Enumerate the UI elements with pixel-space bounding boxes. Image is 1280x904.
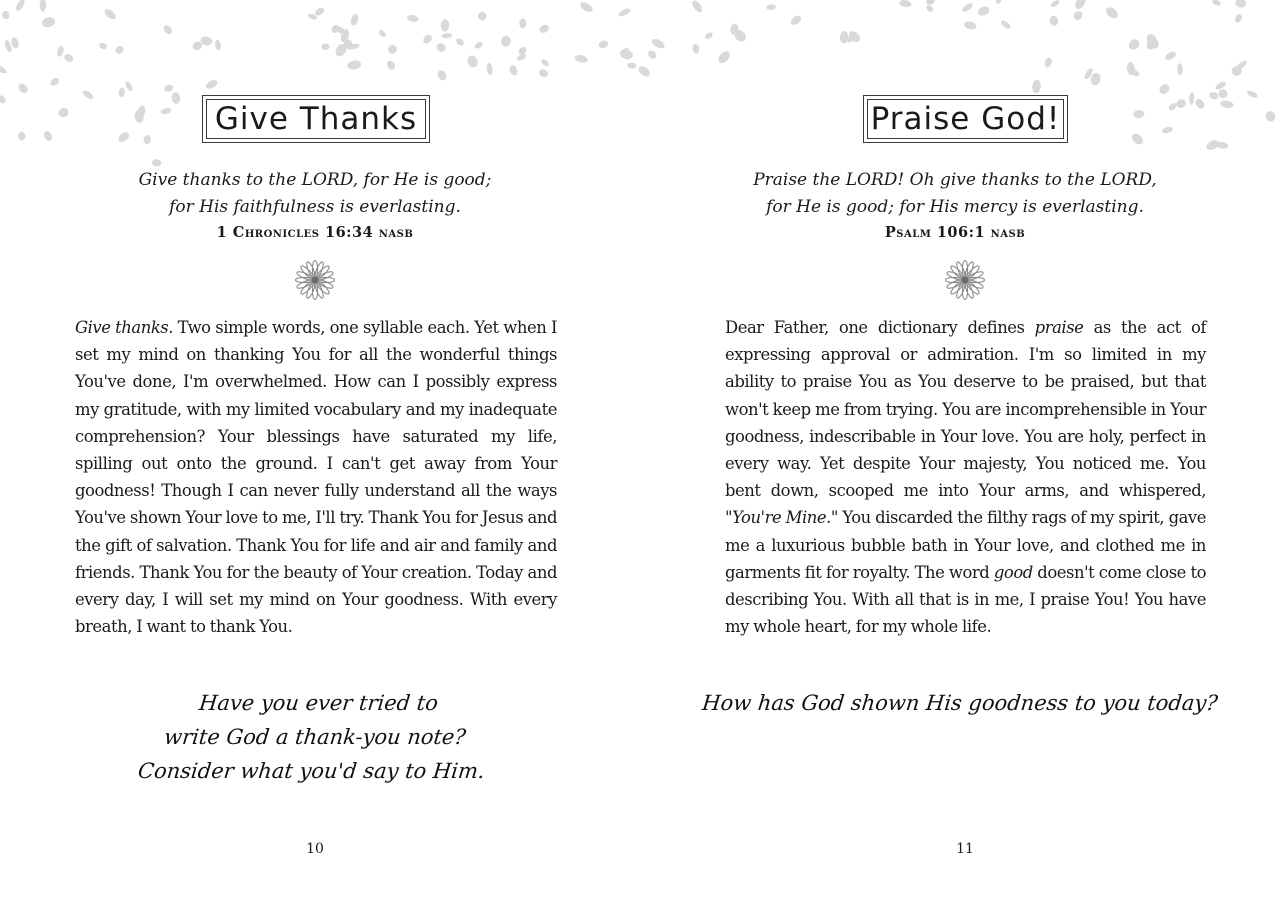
- body-emphasis: good: [993, 562, 1033, 582]
- prompt-line: write God a thank-you note?: [163, 725, 467, 749]
- prompt-line: Consider what you'd say to Him.: [136, 759, 486, 783]
- body-text: You discarded the filthy rags of my spirit, gave me a luxurious bubble bath in Your love, and clothed me in garments fit for royalty. The word: [725, 508, 1206, 582]
- scripture-reference: Psalm 106:1 nasb: [884, 224, 1026, 241]
- body-emphasis: praise: [1034, 318, 1084, 337]
- verse-line: for His faithfulness is everlasting.: [169, 197, 461, 217]
- body-emphasis: "You're Mine.": [725, 508, 838, 528]
- verse-line: Praise the LORD! Oh give thanks to the LORD,: [753, 170, 1157, 190]
- title-text: Praise God!: [870, 101, 1061, 137]
- prompt-line: Have you ever tried to: [197, 691, 440, 715]
- body-text: as the act of expressing approval or admiration. I'm so limited in my ability to praise You as You deserve to be praised, but that won't keep me from trying. You are incomprehensible in Your goodness, indescribable in Your love. You are holy, perfect in every way. Yet despite Your majesty, You noticed me. You bent down, scooped me into Your arms, and whispered,: [725, 318, 1206, 501]
- reflection-prompt: [85, 686, 546, 788]
- body-text: Dear Father, one dictionary defines: [725, 318, 1035, 337]
- daisy-flower-icon: [294, 259, 336, 301]
- page-number: 11: [956, 841, 974, 857]
- page-title: [863, 95, 1068, 143]
- verse-line: for He is good; for His mercy is everlasting.: [766, 197, 1144, 217]
- prompt-line: How has God shown His goodness to you today?: [701, 691, 1219, 715]
- scripture-verse: [90, 167, 540, 221]
- page-number: 10: [306, 841, 324, 857]
- body-emphasis: Give thanks.: [75, 318, 174, 337]
- title-text: Give Thanks: [214, 101, 418, 137]
- page-title: [202, 95, 430, 143]
- body-text: Two simple words, one syllable each. Yet when I set my mind on thanking You for all the wonderful things You've done, I'm overwhelmed. How can I possibly express my gratitude, with my limited vocabulary and my inadequate comprehension? Your blessings have saturated my life, spilling out onto the ground. I can't get away from Your goodness! Though I can never fully understand all the ways You've shown Your love to me, I'll try. Thank You for Jesus and the gift of salvation. Thank You for life and air and family and friends. Thank You for the beauty of Your creation. Today and every day, I will set my mind on Your goodness. With every breath, I want to thank You.: [75, 318, 557, 637]
- scripture-verse: [730, 167, 1180, 221]
- verse-line: Give thanks to the LORD, for He is good;: [138, 170, 492, 190]
- daisy-flower-icon: [944, 259, 986, 301]
- devotional-body: [75, 314, 557, 640]
- body-text: doesn't come close to describing You. With all that is in me, I praise You! You have my whole heart, for my whole life.: [725, 562, 1206, 637]
- right-page: [640, 0, 1280, 904]
- scripture-reference: 1 Chronicles 16:34 nasb: [216, 224, 414, 241]
- devotional-body: [725, 314, 1206, 640]
- reflection-prompt: [668, 686, 1252, 720]
